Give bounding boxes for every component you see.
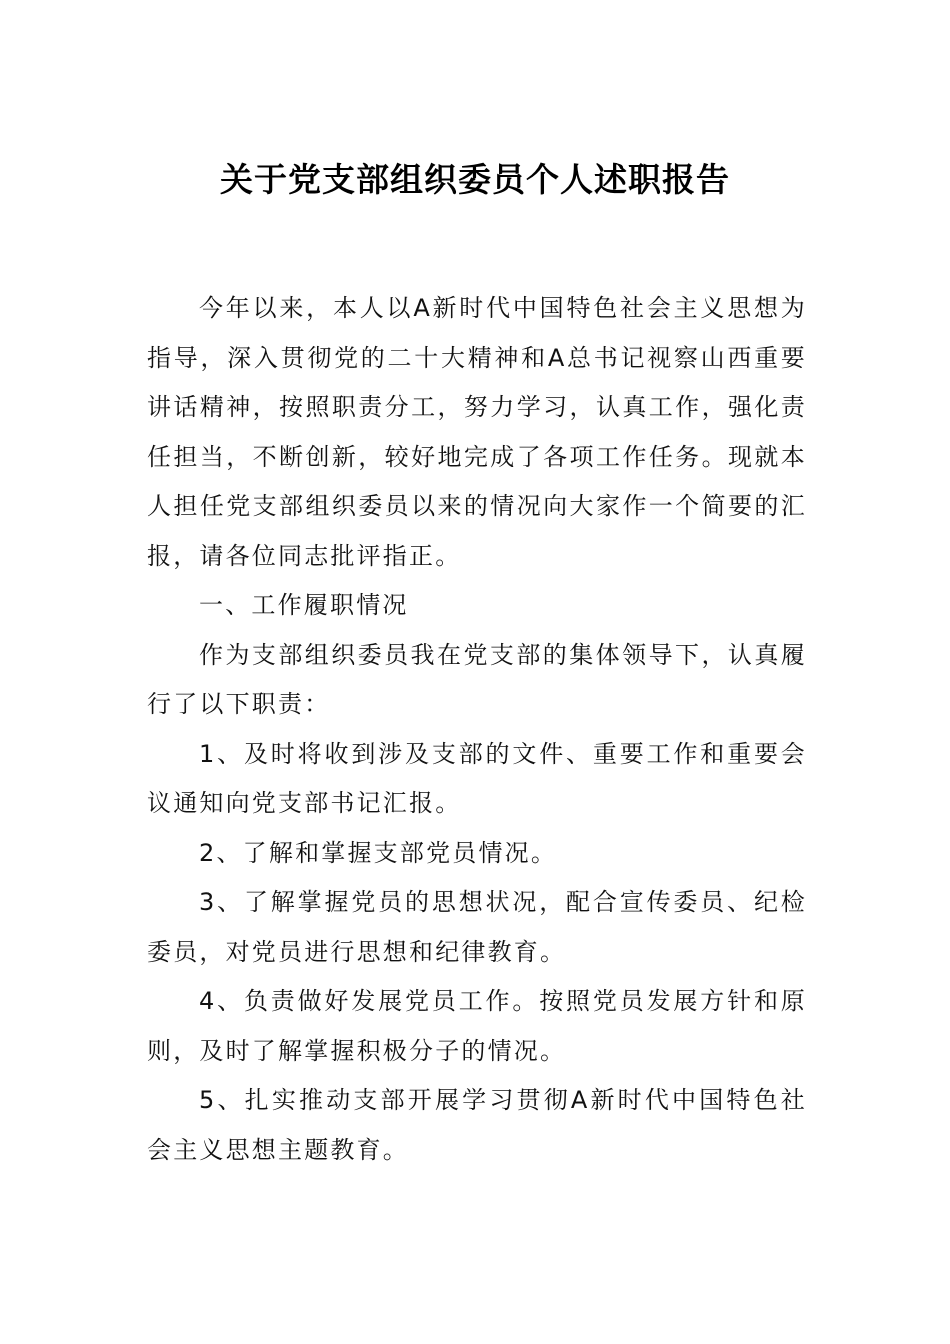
section-heading-work-duties: 一、工作履职情况 (199, 591, 409, 619)
document-title: 关于党支部组织委员个人述职报告 (220, 160, 730, 199)
list-item-duty-5: 5、扎实推动支部开展学习贯彻A新时代中国特色社会主义思想主题教育。 (147, 1086, 807, 1164)
list-item-duty-2: 2、了解和掌握支部党员情况。 (199, 838, 558, 867)
paragraph-intro: 今年以来，本人以A新时代中国特色社会主义思想为指导，深入贯彻党的二十大精神和A总书记视察山西重要讲话精神，按照职责分工，努力学习，认真工作，强化责任担当，不断创新，较好地完成了各项工作任务。现就本人担任党支部组织委员以来的情况向大家作一个简要的汇报，请各位同志批评指正。 (147, 294, 807, 570)
list-item-duty-3: 3、了解掌握党员的思想状况，配合宣传委员、纪检委员，对党员进行思想和纪律教育。 (147, 888, 807, 966)
paragraph-duties-intro: 作为支部组织委员我在党支部的集体领导下，认真履行了以下职责： (147, 640, 807, 718)
document-body (147, 284, 807, 1175)
list-item-duty-4: 4、负责做好发展党员工作。按照党员发展方针和原则，及时了解掌握积极分子的情况。 (147, 987, 807, 1065)
list-item-duty-1: 1、及时将收到涉及支部的文件、重要工作和重要会议通知向党支部书记汇报。 (147, 739, 807, 817)
